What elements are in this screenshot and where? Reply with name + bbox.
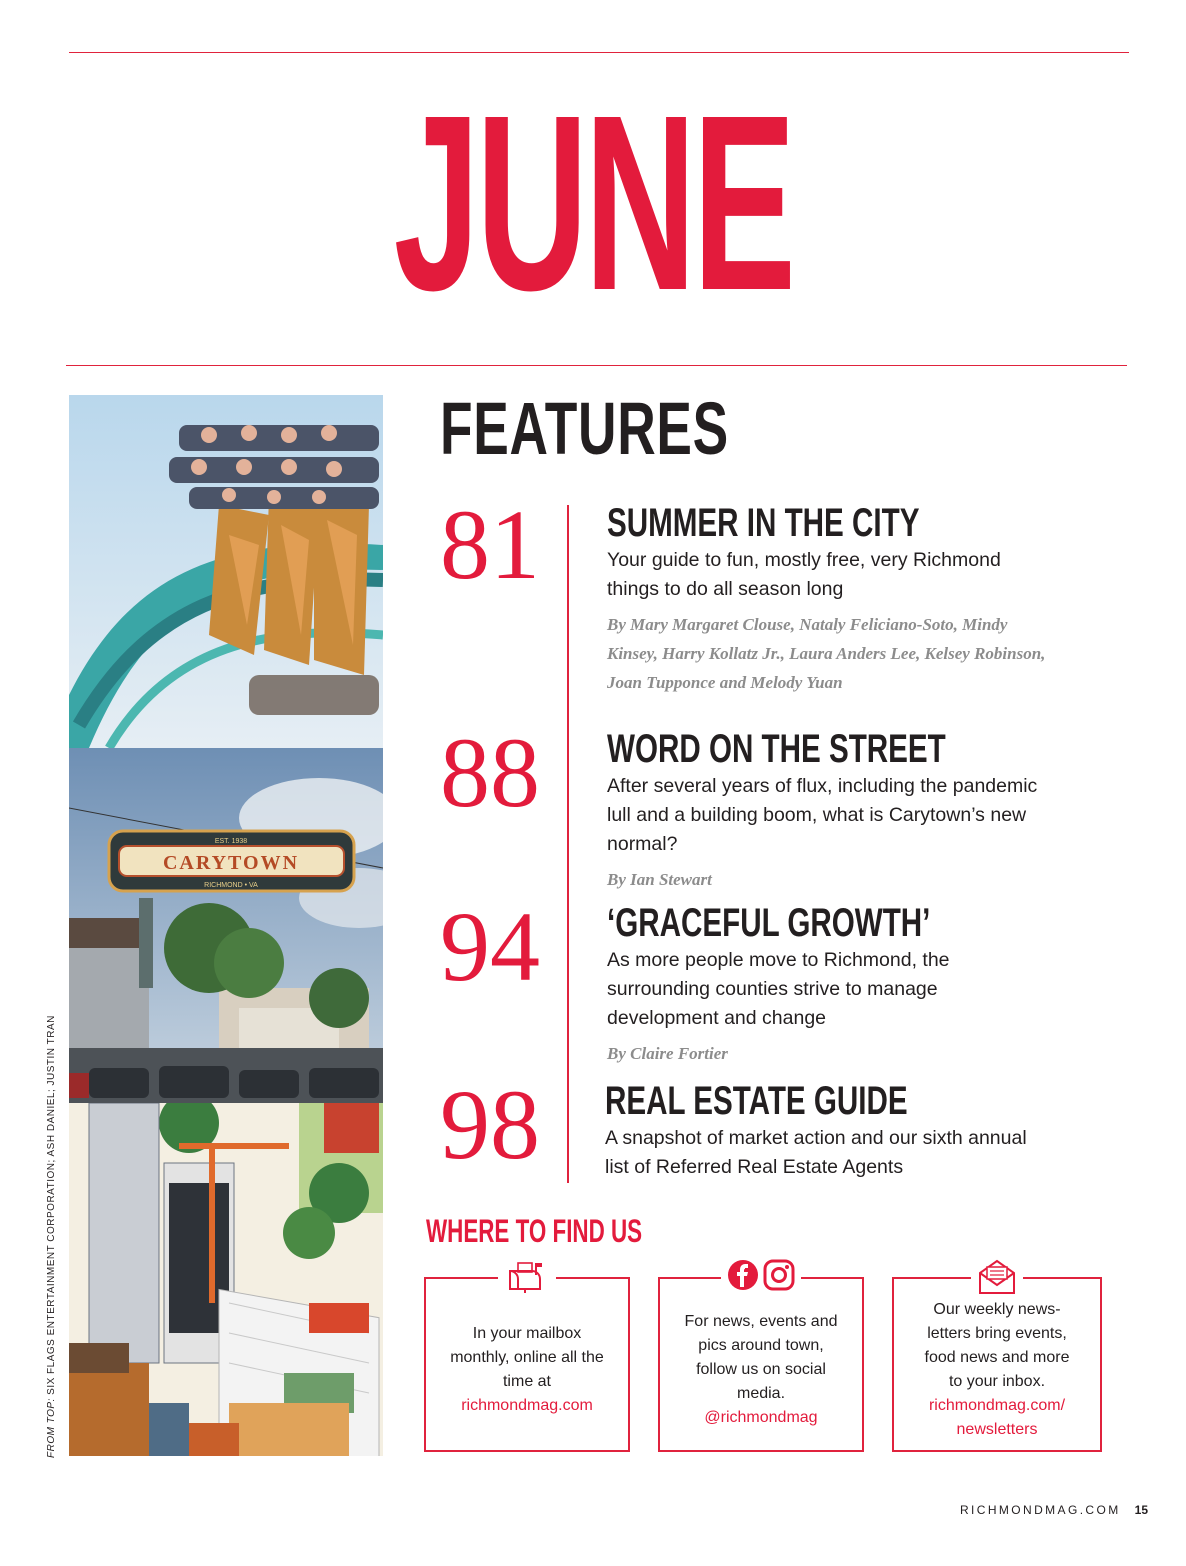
social-icons <box>721 1259 801 1291</box>
mail-box-text: In your mailbox monthly, online all the time at <box>450 1325 604 1390</box>
photo-credit <box>46 1015 57 1458</box>
rollercoaster-photo <box>69 395 383 748</box>
feature-page-number: 81 <box>440 489 540 600</box>
feature-page-number: 94 <box>440 891 540 1002</box>
feature-deck: A snapshot of market action and our sixth annual list of Referred Real Estate Agents <box>605 1127 1027 1178</box>
feature-byline: By Mary Margaret Clouse, Nataly Feliciano-Soto, Mindy Kinsey, Harry Kollatz Jr., Laura Anders Lee, Kelsey Robinson, Joan Tupponce and Melody Yuan <box>607 615 1046 692</box>
feature-item <box>607 900 1077 1068</box>
social-box <box>658 1277 864 1452</box>
illustration-photo <box>69 1103 383 1456</box>
features-divider <box>567 505 569 1183</box>
sign-city-text: RICHMOND • VA <box>204 882 258 889</box>
feature-deck: Your guide to fun, mostly free, very Richmond things to do all season long <box>607 549 1001 600</box>
month-title: JUNE <box>393 63 793 342</box>
mail-box <box>424 1277 630 1452</box>
facebook-icon[interactable] <box>727 1259 759 1291</box>
social-handle-link[interactable]: @richmondmag <box>704 1409 818 1426</box>
feature-page-number: 88 <box>440 717 540 828</box>
feature-deck: After several years of flux, including the pandemic lull and a building boom, what is Carytown’s new normal? <box>607 775 1038 855</box>
social-box-text: For news, events and pics around town, follow us on social media. <box>684 1313 838 1402</box>
feature-title[interactable]: SUMMER IN THE CITY <box>607 501 920 545</box>
newsletter-link[interactable]: richmondmag.com/ newsletters <box>928 1397 1066 1438</box>
feature-item <box>607 500 1077 697</box>
page-number: 15 <box>1134 1503 1148 1517</box>
feature-title[interactable]: WORD ON THE STREET <box>607 727 946 771</box>
newsletter-box-text: Our weekly news-letters bring events, food news and more to your inbox. <box>924 1301 1070 1390</box>
feature-title[interactable]: REAL ESTATE GUIDE <box>605 1079 908 1123</box>
feature-byline: By Claire Fortier <box>607 1044 728 1063</box>
feature-item <box>605 1078 1075 1182</box>
instagram-icon[interactable] <box>763 1259 795 1291</box>
feature-page-number: 98 <box>440 1069 540 1180</box>
photo-credit-text: SIX FLAGS ENTERTAINMENT CORPORATION; ASH DANIEL; JUSTIN TRAN <box>46 1015 57 1399</box>
feature-deck: As more people move to Richmond, the surrounding counties strive to manage development and change <box>607 949 950 1029</box>
footer-site: RICHMONDMAG.COM <box>959 1503 1121 1517</box>
carytown-photo <box>69 748 383 1103</box>
sign-est-text: EST. 1938 <box>214 838 248 845</box>
top-rule <box>69 52 1129 53</box>
envelope-icon <box>971 1259 1023 1295</box>
page-footer <box>960 1503 1148 1517</box>
mailbox-icon <box>498 1259 556 1293</box>
feature-item <box>607 726 1077 894</box>
sign-name-text: CARYTOWN <box>162 852 300 874</box>
where-to-find-heading: WHERE TO FIND US <box>426 1213 643 1249</box>
newsletter-box <box>892 1277 1102 1452</box>
features-heading: FEATURES <box>440 387 729 470</box>
photo-credit-prefix: FROM TOP: <box>46 1398 57 1458</box>
feature-title[interactable]: ‘GRACEFUL GROWTH’ <box>607 901 931 945</box>
website-link[interactable]: richmondmag.com <box>461 1397 593 1414</box>
feature-byline: By Ian Stewart <box>607 870 712 889</box>
middle-rule <box>66 365 1127 366</box>
